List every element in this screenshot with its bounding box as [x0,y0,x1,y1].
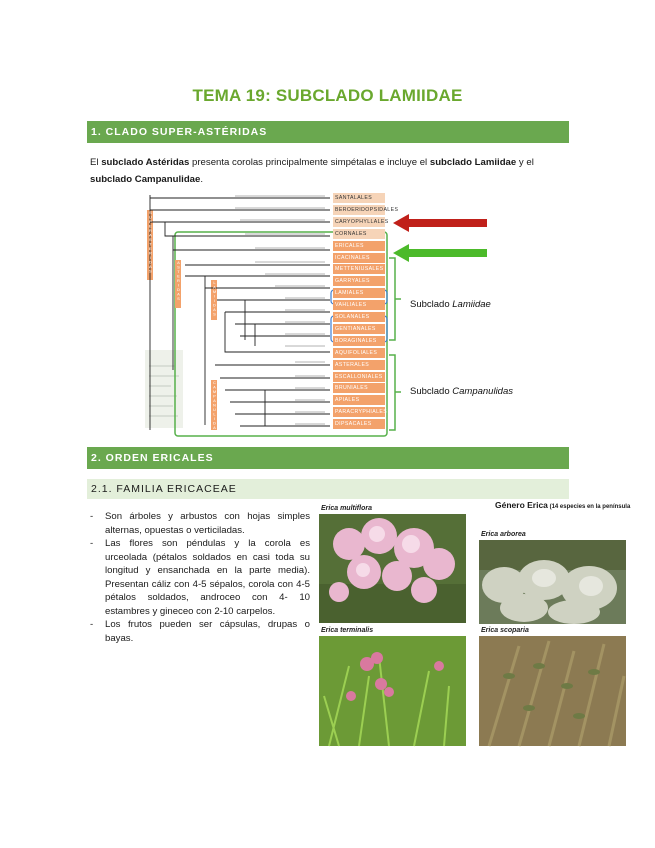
para-text-2: presenta corolas principalmente simpétalas e incluye el [189,157,430,168]
order-label-icacinales: ICACINALES [333,253,385,263]
genus-title-text: Género Erica [495,500,548,510]
bullet-item: - Las flores son péndulas y la corola es urceolada (pétalos soldados en casi toda su longitud y ensanchada en la parte media). Presentan cáliz con 4-5 sépalos, corola con 4-5 pétalos soldados, androceo con 4- 10 estambres y gineceo con 2-10 carpelos. [88,537,310,618]
campanulidae-label-prefix: Subclado [410,386,453,397]
caption-erica-scoparia: Erica scoparia [481,627,529,634]
order-label-cornales: CORNALES [333,229,385,239]
page-title: TEMA 19: SUBCLADO LAMIIDAE [192,86,463,105]
lamiidae-brace [389,258,401,340]
section-heading-clado: 1. CLADO SUPER-ASTÉRIDAS [87,121,569,143]
para-text-1: El [90,157,102,168]
subsection-heading-ericaceae: 2.1. FAMILIA ERICACEAE [87,479,569,499]
side-label-campanulids: CAMPANULIDAS [212,380,217,434]
order-label-ericales: ERICALES [333,241,385,251]
bullet-item: - Los frutos pueden ser cápsulas, drupas o bayas. [88,618,310,645]
photo-erica-scoparia [479,636,626,746]
order-label-bruniales: BRUNIALES [333,383,385,393]
phylogeny-tree-svg [145,190,515,440]
intro-paragraph [90,154,568,188]
order-label-dipsacales: DIPSACALES [333,419,385,429]
bullet-item: - Son árboles y arbustos con hojas simples alternas, opuestas o verticiladas. [88,510,310,537]
photo-erica-arborea [479,540,626,624]
photo-scoparia-svg [479,636,626,746]
order-label-paracryphiales: PARACRYPHIALES [335,409,388,416]
para-bold-asteridas: subclado Astéridas [101,157,190,168]
genus-title [495,500,630,510]
side-label-superasterids: SUPERASTERIDAS [148,210,153,273]
photo-erica-multiflora [319,514,466,623]
order-label-caryophyllales: CARYOPHYLLALES [335,218,389,225]
order-label-solanales: SOLANALES [333,312,385,322]
caption-erica-multiflora: Erica multiflora [321,505,372,512]
campanulidae-label [410,386,513,397]
caption-erica-terminalis: Erica terminalis [321,627,374,634]
order-label-beroeridopsidales: BEROERIDOPSIDALES [335,206,399,213]
lamiidae-label [410,299,491,310]
genus-title-note: (14 especies en la península [547,504,631,510]
lamiidae-label-italic: Lamiidae [452,299,491,310]
side-label-asterids: ASTERIDAS [176,260,181,301]
order-label-vahliales: VAHLIALES [333,300,385,310]
caption-erica-arborea: Erica arborea [481,531,526,538]
order-label-garryales: GARRYALES [333,276,385,286]
phylogeny-figure [145,190,515,440]
photo-multiflora-svg [319,514,466,623]
ericaceae-bullet-list [88,510,310,645]
asterids-box [175,232,387,436]
para-text-3: y el [516,157,534,168]
order-label-escalloniales: ESCALLONIALES [333,372,385,382]
order-label-apiales: APIALES [333,395,385,405]
order-label-boraginales: BORAGINALES [333,336,385,346]
order-label-metteniusales: METTENIUSALES [335,266,384,273]
order-label-aquifoliales: AQUIFOLIALES [333,348,385,358]
order-label-lamiales: LAMIALES [333,288,385,298]
photo-erica-terminalis [319,636,466,746]
photo-terminalis-svg [319,636,466,746]
order-label-gentianales: GENTIANALES [333,324,385,334]
campanulidae-label-italic: Campanulidas [452,386,513,397]
green-arrow-icon [393,244,487,262]
photo-arborea-svg [479,540,626,624]
section-heading-ericales: 2. ORDEN ERICALES [87,447,569,469]
order-label-santalales: SANTALALES [333,193,385,203]
side-label-lamiids: LAMIIDAS [212,280,217,316]
para-bold-campanulidae: subclado Campanulidae [90,174,201,185]
order-label-asterales: ASTERALES [333,360,385,370]
lamiidae-label-prefix: Subclado [410,299,453,310]
campanulidae-brace [389,355,401,430]
red-arrow-icon [393,214,487,232]
para-text-4: . [200,174,204,185]
para-bold-lamiidae: subclado Lamiidae [429,157,517,168]
